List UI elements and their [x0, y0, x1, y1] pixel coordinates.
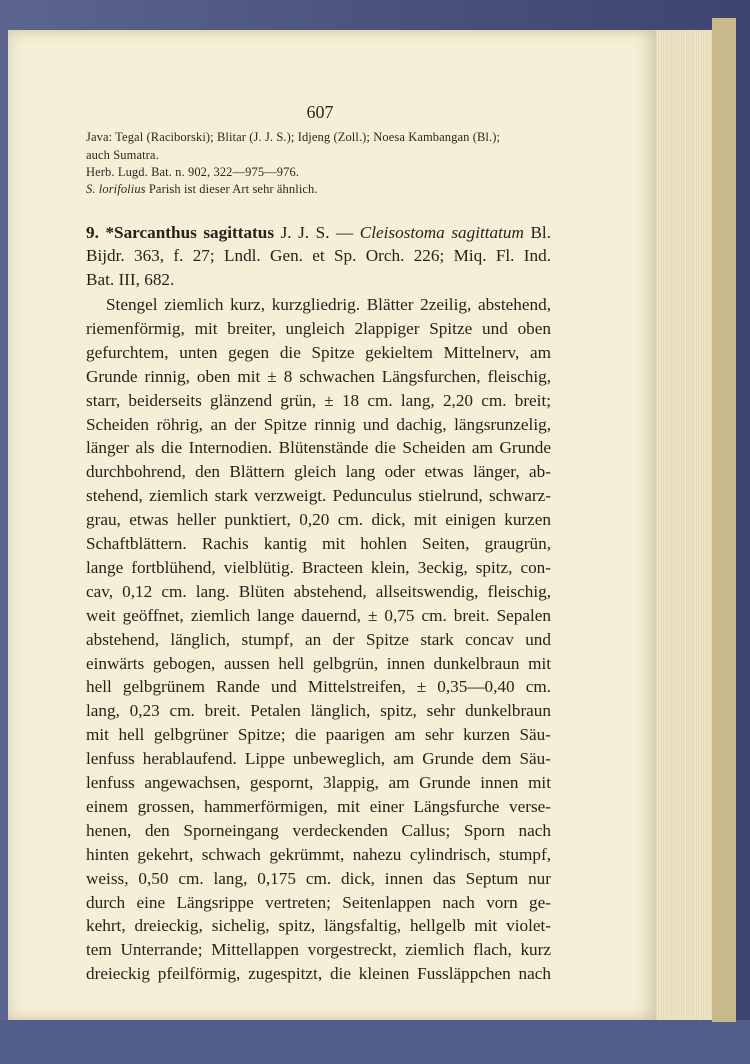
text-line: kehrt, dreieckig, sichelig, spitz, längsfaltig, hellgelb mit violet- [86, 916, 551, 936]
text-line: tem Unterrande; Mittellappen vorgestreckt, ziemlich flach, kurz [86, 940, 551, 960]
reference-line-end: Bat. III, 682. [86, 270, 175, 289]
text-line: grau, etwas heller punktiert, 0,20 cm. dick, mit einigen kurzen [86, 510, 551, 530]
text-line: lange fortblühend, vielblütig. Bracteen klein, 3eckig, spitz, con- [86, 557, 551, 577]
text-line: hell gelbgrünem Rande und Mittelstreifen, ± 0,35—0,40 cm. [86, 677, 551, 697]
text-line: stehend, ziemlich stark verzweigt. Pedunculus stielrund, schwarz- [86, 486, 551, 506]
text-line: einem grossen, hammerförmigen, mit einer Längsfurche verse- [86, 796, 551, 816]
text-line: riemenförmig, mit breiter, ungleich 2lappiger Spitze und oben [86, 318, 551, 338]
text-line: gefurchtem, unten gegen die Spitze gekieltem Mittelnerv, am [86, 342, 551, 362]
note-species: S. lorifolius [86, 182, 146, 196]
text-line: durchbohrend, den Blättern gleich lang oder etwas länger, ab- [86, 462, 551, 482]
text-line: dreieckig pfeilförmig, zugespitzt, die kleinen Fussläppchen nach [86, 964, 551, 984]
text-line: Schaftblättern. Rachis kantig mit hohlen Seiten, graugrün, [86, 534, 551, 553]
note-text: Parish ist dieser Art sehr ähnlich. [145, 182, 318, 196]
synonym-name: Cleisostoma sagittatum [359, 223, 524, 242]
synonym-ref: Bl. [523, 223, 551, 242]
text-line: einwärts gebogen, aussen hell gelbgrün, innen dunkelbraun mit [86, 653, 551, 673]
text-line: mit hell gelbgrüner Spitze; die paarigen am sehr kurzen Säu- [86, 725, 551, 745]
text-line: durch eine Längsrippe vertreten; Seitenlappen nach vorn ge- [86, 892, 551, 912]
text-line: abstehend, länglich, stumpf, an der Spitze stark concav und [86, 629, 551, 649]
text-line: lang, 0,23 cm. breit. Petalen länglich, spitz, sehr dunkelbraun [86, 701, 551, 721]
book-page [8, 30, 656, 1020]
text-line: lenfuss herablaufend. Lippe unbeweglich, am Grunde dem Säu- [86, 749, 551, 769]
text-line: Stengel ziemlich kurz, kurzgliedrig. Blätter 2zeilig, abstehend, [106, 295, 551, 314]
text-line: hinten gekehrt, schwach gekrümmt, nahezu cylindrisch, stumpf, [86, 844, 551, 864]
page-number: 607 [306, 102, 334, 122]
page-block-edges [652, 30, 712, 1020]
text-line: cav, 0,12 cm. lang. Blüten abstehend, allseitswendig, fleischig, [86, 581, 551, 601]
locality-line-2: auch Sumatra. [86, 148, 159, 162]
note-line [86, 182, 318, 197]
species-author: J. J. S. — [274, 223, 360, 242]
text-line: Scheiden röhrig, an der Spitze rinnig und dachig, längsrunzelig, [86, 414, 551, 434]
text-line: Grunde rinnig, oben mit ± 8 schwachen Längsfurchen, fleischig, [86, 366, 551, 386]
board-edge [712, 18, 736, 1022]
locality-line: Java: Tegal (Raciborski); Blitar (J. J. S.); Idjeng (Zoll.); Noesa Kambangan (Bl.); [86, 130, 501, 144]
species-heading [86, 223, 551, 243]
text-line: länger als die Internodien. Blütenstände die Scheiden am Grunde [86, 438, 551, 458]
cover-bottom-edge [0, 1020, 750, 1064]
reference-line: Bijdr. 363, f. 27; Lndl. Gen. et Sp. Orch. 226; Miq. Fl. Ind. [86, 246, 551, 265]
text-line: weit geöffnet, ziemlich lange dauernd, ± 0,75 cm. breit. Sepalen [86, 605, 551, 625]
herbarium-line: Herb. Lugd. Bat. n. 902, 322—975—976. [86, 165, 300, 179]
text-line: lenfuss angewachsen, gespornt, 3lappig, am Grunde innen mit [86, 773, 551, 792]
text-line: henen, den Sporneingang verdeckenden Callus; Sporn nach [86, 820, 551, 840]
species-name: 9. *Sarcanthus sagittatus [86, 223, 275, 242]
text-line: weiss, 0,50 cm. lang, 0,175 cm. dick, innen das Septum nur [86, 868, 551, 888]
text-line: starr, beiderseits glänzend grün, ± 18 cm. lang, 2,20 cm. breit; [86, 390, 551, 410]
